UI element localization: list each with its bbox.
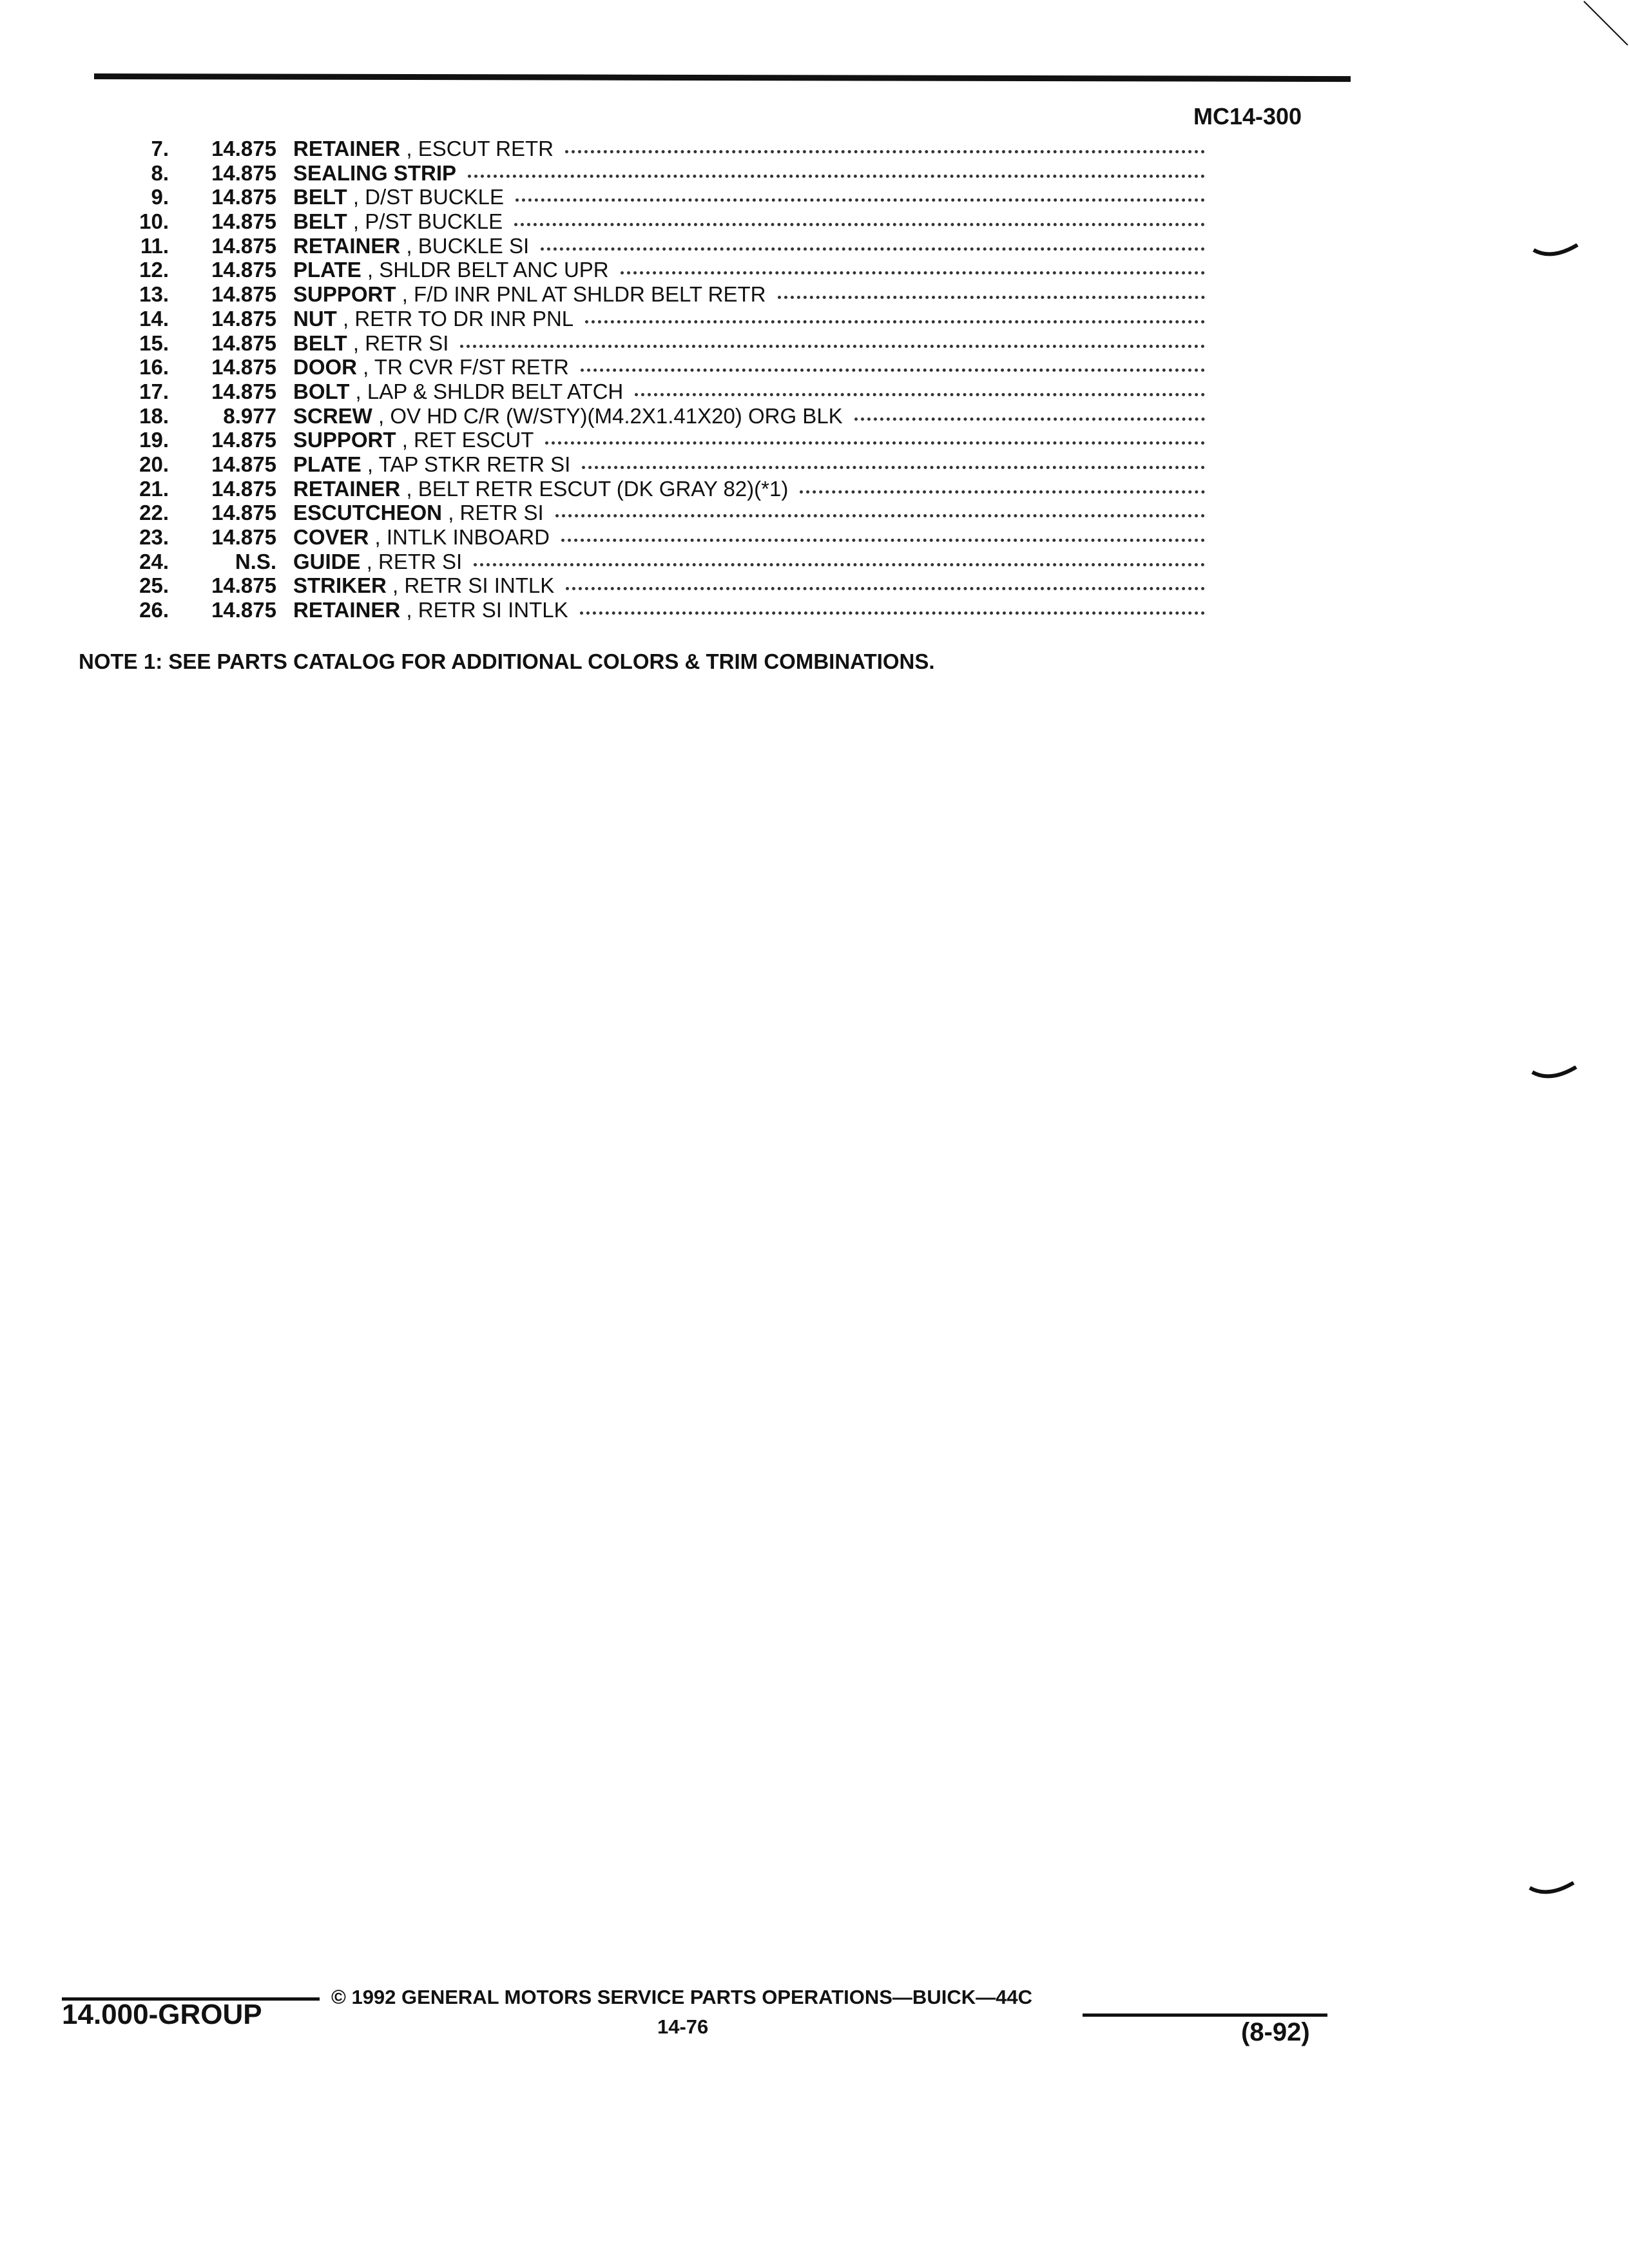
dot-leader: [468, 175, 1205, 178]
part-group-number: 14.875: [211, 598, 276, 622]
dot-leader: [545, 441, 1205, 445]
part-group-number: 14.875: [211, 452, 276, 476]
part-item-number: 8.: [151, 160, 169, 185]
part-item-number: 7.: [151, 137, 169, 160]
part-name: PLATE: [293, 452, 361, 476]
part-detail: , BUCKLE SI: [400, 233, 530, 258]
dot-leader: [514, 223, 1205, 226]
part-name: RETAINER: [293, 137, 401, 160]
part-row: [97, 234, 1205, 258]
binder-hole-mark: [1531, 1066, 1577, 1081]
part-description: [293, 234, 529, 258]
part-row: [97, 404, 1205, 428]
catalog-note: NOTE 1: SEE PARTS CATALOG FOR ADDITIONAL COLORS & TRIM COMBINATIONS.: [79, 649, 935, 673]
part-name: GUIDE: [293, 549, 361, 573]
part-row: [97, 161, 1205, 186]
part-name: SUPPORT: [293, 282, 396, 307]
part-item-number: 23.: [139, 525, 169, 549]
dot-leader: [621, 271, 1205, 274]
part-row: [97, 550, 1205, 574]
dot-leader: [561, 539, 1205, 542]
part-detail: , SHLDR BELT ANC UPR: [361, 258, 609, 282]
part-name: COVER: [293, 525, 369, 549]
dot-leader: [582, 466, 1205, 469]
part-group-number: 14.875: [211, 258, 276, 282]
dot-leader: [585, 320, 1205, 323]
part-item-number: 17.: [139, 379, 169, 403]
parts-list: [97, 137, 1205, 622]
part-detail: , OV HD C/R (W/STY)(M4.2X1.41X20) ORG BLK: [372, 403, 843, 428]
part-description: [293, 573, 554, 598]
part-row: [97, 452, 1205, 477]
part-item-number: 20.: [139, 452, 169, 476]
part-group-number: 14.875: [211, 185, 276, 209]
part-row: [97, 477, 1205, 501]
part-row: [97, 501, 1205, 525]
dot-leader: [778, 296, 1206, 299]
part-detail: , D/ST BUCKLE: [347, 185, 505, 209]
part-detail: , RETR SI INTLK: [386, 573, 555, 598]
part-item-number: 21.: [139, 476, 169, 501]
part-row: [97, 307, 1205, 331]
footer-date: (8-92): [1241, 2018, 1310, 2046]
part-group-number: 14.875: [211, 476, 276, 501]
part-item-number: 16.: [139, 355, 169, 380]
part-group-number: 14.875: [211, 331, 276, 355]
footer-copyright: © 1992 GENERAL MOTORS SERVICE PARTS OPERATIONS—BUICK—44C: [331, 1986, 1032, 2008]
part-name: RETAINER: [293, 233, 401, 258]
part-row: [97, 598, 1205, 622]
part-name: BELT: [293, 185, 347, 209]
part-item-number: 18.: [139, 403, 169, 428]
part-row: [97, 137, 1205, 161]
dot-leader: [581, 369, 1205, 372]
part-description: [293, 550, 462, 574]
part-detail: , RETR SI: [442, 501, 544, 525]
part-item-number: 26.: [139, 598, 169, 622]
part-row: [97, 331, 1205, 356]
part-row: [97, 573, 1205, 598]
part-row: [97, 355, 1205, 380]
part-detail: , RETR SI INTLK: [400, 598, 568, 622]
part-item-number: 11.: [140, 233, 169, 258]
part-detail: , RETR SI: [347, 331, 449, 355]
part-description: [293, 331, 448, 356]
footer-page-number: 14-76: [657, 2015, 709, 2038]
part-group-number: 14.875: [211, 160, 276, 185]
part-group-number: 14.875: [211, 306, 276, 331]
part-name: ESCUTCHEON: [293, 501, 443, 525]
part-description: [293, 209, 503, 234]
top-rule: [94, 73, 1351, 82]
part-group-number: 14.875: [211, 573, 276, 598]
part-name: BELT: [293, 209, 347, 234]
part-row: [97, 380, 1205, 404]
dot-leader: [474, 563, 1205, 566]
part-detail: , LAP & SHLDR BELT ATCH: [349, 379, 624, 403]
part-item-number: 19.: [139, 428, 169, 452]
dot-leader: [566, 587, 1205, 590]
part-description: [293, 185, 504, 209]
part-row: [97, 209, 1205, 234]
part-detail: , TAP STKR RETR SI: [361, 452, 571, 476]
part-name: RETAINER: [293, 476, 401, 501]
dot-leader: [580, 611, 1205, 615]
part-group-number: 14.875: [211, 282, 276, 307]
part-name: DOOR: [293, 355, 357, 380]
part-name: SEALING STRIP: [293, 160, 457, 185]
part-item-number: 9.: [151, 185, 169, 209]
part-group-number: 14.875: [211, 355, 276, 380]
part-row: [97, 282, 1205, 307]
part-name: PLATE: [293, 258, 361, 282]
part-detail: , P/ST BUCKLE: [347, 209, 503, 234]
part-detail: , TR CVR F/ST RETR: [357, 355, 569, 380]
part-row: [97, 525, 1205, 550]
part-description: [293, 525, 550, 550]
part-description: [293, 380, 623, 404]
part-row: [97, 428, 1205, 452]
part-group-number: N.S.: [235, 549, 276, 573]
dot-leader: [541, 247, 1205, 251]
part-row: [97, 185, 1205, 209]
part-group-number: 14.875: [211, 209, 276, 234]
part-row: [97, 258, 1205, 282]
part-name: SUPPORT: [293, 428, 396, 452]
part-description: [293, 258, 609, 282]
part-group-number: 14.875: [211, 428, 276, 452]
part-detail: , ESCUT RETR: [400, 137, 554, 160]
part-description: [293, 355, 569, 380]
dot-leader: [565, 150, 1205, 153]
part-item-number: 13.: [139, 282, 169, 307]
part-item-number: 12.: [139, 258, 169, 282]
part-item-number: 24.: [139, 549, 169, 573]
dot-leader: [854, 418, 1205, 421]
part-name: BELT: [293, 331, 347, 355]
part-description: [293, 477, 788, 501]
part-item-number: 10.: [139, 209, 169, 234]
dot-leader: [460, 345, 1205, 348]
part-group-number: 14.875: [211, 525, 276, 549]
doc-code: MC14-300: [1193, 103, 1302, 130]
part-description: [293, 282, 766, 307]
dot-leader: [635, 393, 1205, 396]
dot-leader: [516, 198, 1205, 202]
part-name: NUT: [293, 306, 337, 331]
part-name: RETAINER: [293, 598, 401, 622]
part-detail: , RETR SI: [360, 549, 463, 573]
binder-hole-mark: [1528, 1881, 1575, 1897]
part-description: [293, 428, 534, 452]
part-item-number: 25.: [139, 573, 169, 598]
dot-leader: [555, 514, 1205, 517]
part-name: STRIKER: [293, 573, 387, 598]
corner-scan-mark: [1583, 0, 1629, 52]
part-group-number: 8.977: [223, 403, 276, 428]
part-group-number: 14.875: [211, 137, 276, 160]
part-item-number: 15.: [139, 331, 169, 355]
part-description: [293, 452, 570, 477]
part-description: [293, 404, 843, 428]
part-description: [293, 598, 568, 622]
part-item-number: 22.: [139, 501, 169, 525]
part-group-number: 14.875: [211, 501, 276, 525]
part-name: BOLT: [293, 379, 350, 403]
part-description: [293, 161, 456, 186]
part-group-number: 14.875: [211, 379, 276, 403]
part-name: SCREW: [293, 403, 372, 428]
part-description: [293, 137, 554, 161]
part-detail: , RETR TO DR INR PNL: [336, 306, 574, 331]
part-description: [293, 501, 544, 525]
binder-hole-mark: [1532, 244, 1579, 259]
part-item-number: 14.: [139, 306, 169, 331]
part-detail: , INTLK INBOARD: [369, 525, 550, 549]
dot-leader: [800, 490, 1205, 494]
footer-group-label: 14.000-GROUP: [62, 1999, 262, 2030]
part-description: [293, 307, 574, 331]
part-detail: , BELT RETR ESCUT (DK GRAY 82)(*1): [400, 476, 789, 501]
part-detail: , RET ESCUT: [396, 428, 534, 452]
footer-rule-right: [1083, 2013, 1327, 2017]
part-group-number: 14.875: [211, 233, 276, 258]
part-detail: , F/D INR PNL AT SHLDR BELT RETR: [396, 282, 766, 307]
